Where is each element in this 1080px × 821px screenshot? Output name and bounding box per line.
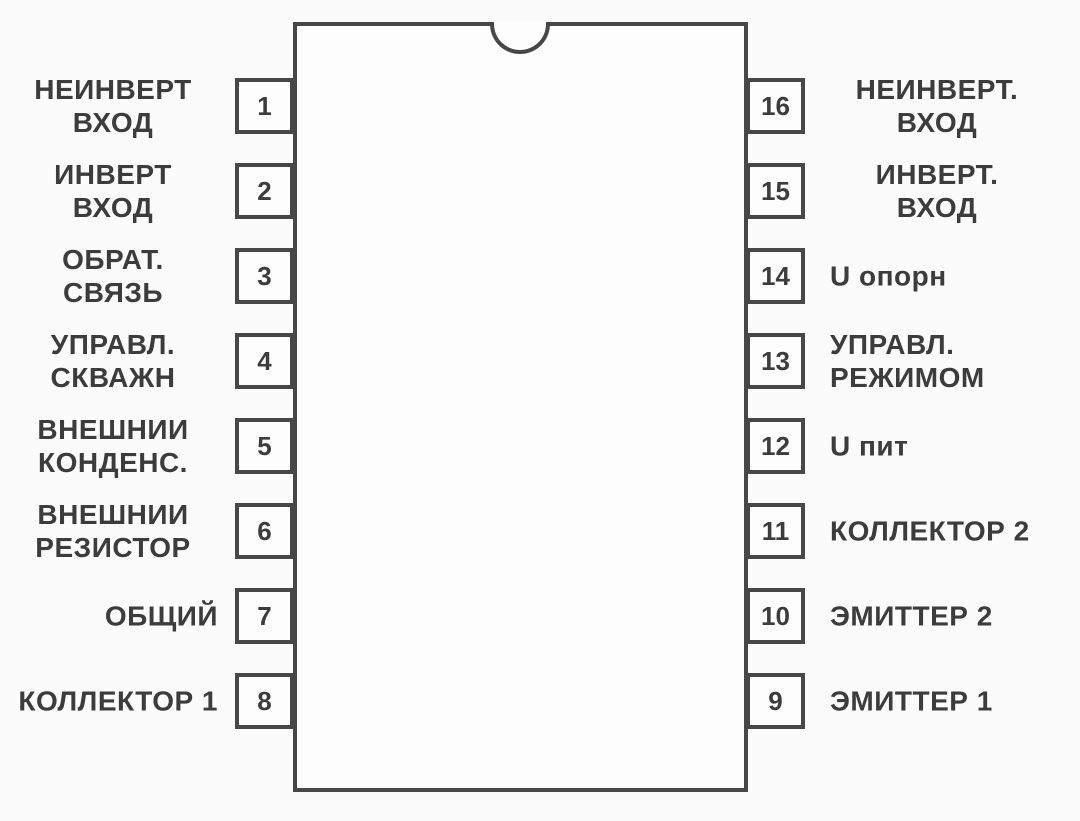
pin-number: 10	[761, 600, 790, 631]
pin-box-5	[235, 418, 294, 474]
pin-box-16	[746, 78, 805, 134]
pin-number: 5	[257, 430, 272, 461]
pin-label-13: УПРАВЛ. РЕЖИМОМ	[830, 329, 985, 393]
pin-label-8: КОЛЛЕКТОР 1	[18, 685, 218, 717]
pin-box-3	[235, 248, 294, 304]
pin-box-1	[235, 78, 294, 134]
pin-label-5: ВНЕШНИИ КОНДЕНС.	[37, 414, 189, 478]
pin-box-15	[746, 163, 805, 219]
pin-label-10: ЭМИТТЕР 2	[830, 600, 993, 632]
pin-box-8	[235, 673, 294, 729]
pin-box-9	[746, 673, 805, 729]
pin-box-14	[746, 248, 805, 304]
pin-box-7	[235, 588, 294, 644]
pin-box-2	[235, 163, 294, 219]
pin-label-4: УПРАВЛ. СКВАЖН	[50, 329, 176, 393]
pin-box-13	[746, 333, 805, 389]
pin-label-16: НЕИНВЕРТ. ВХОД	[855, 74, 1019, 138]
pin-label-15: ИНВЕРТ. ВХОД	[875, 159, 999, 223]
pin-box-12	[746, 418, 805, 474]
chip-body	[293, 22, 748, 792]
pin-label-3: ОБРАТ. СВЯЗЬ	[62, 244, 164, 308]
pin-label-9: ЭМИТТЕР 1	[830, 685, 993, 717]
pin-number: 8	[257, 685, 272, 716]
pin-label-14: U опорн	[830, 260, 947, 292]
pin-number: 1	[257, 90, 272, 121]
pin-box-6	[235, 503, 294, 559]
pin-label-11: КОЛЛЕКТОР 2	[830, 515, 1030, 547]
pin-label-2: ИНВЕРТ ВХОД	[54, 159, 172, 223]
pin-number: 11	[761, 515, 790, 546]
pin-number: 15	[761, 175, 790, 206]
pin-number: 3	[257, 260, 272, 291]
pin-number: 7	[257, 600, 272, 631]
pin-box-11	[746, 503, 805, 559]
pin-box-10	[746, 588, 805, 644]
pin-box-4	[235, 333, 294, 389]
pin-number: 13	[761, 345, 790, 376]
pin-label-7: ОБЩИЙ	[104, 600, 218, 632]
pin-number: 2	[257, 175, 272, 206]
pin-number: 16	[761, 90, 790, 121]
pin-number: 14	[761, 260, 790, 291]
pin-label-6: ВНЕШНИИ РЕЗИСТОР	[35, 499, 191, 563]
pin-number: 4	[257, 345, 272, 376]
pin-number: 9	[768, 685, 783, 716]
pin-number: 6	[257, 515, 272, 546]
pin-label-1: НЕИНВЕРТ ВХОД	[34, 74, 192, 138]
pin-label-12: U пит	[830, 430, 909, 462]
pin-number: 12	[761, 430, 790, 461]
